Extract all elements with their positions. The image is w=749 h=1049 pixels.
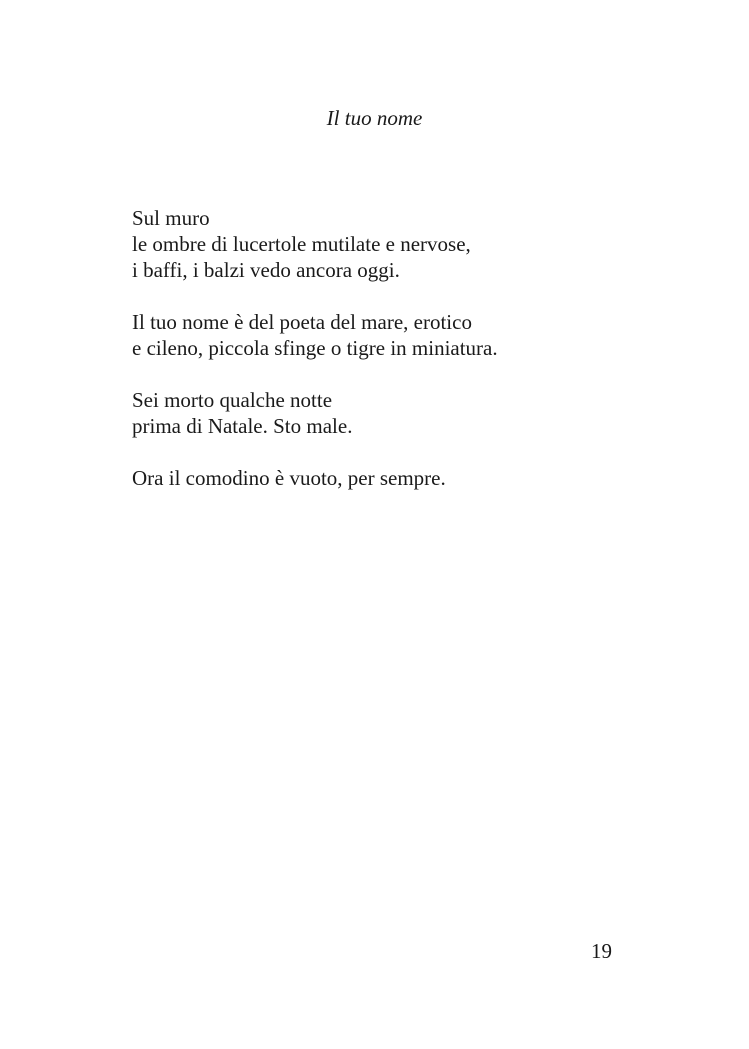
poem-line: prima di Natale. Sto male. xyxy=(132,414,353,438)
poem-line: i baffi, i balzi vedo ancora oggi. xyxy=(132,258,400,282)
stanza-1 xyxy=(132,205,652,283)
poem-line: Ora il comodino è vuoto, per sempre. xyxy=(132,466,446,490)
poem-body xyxy=(132,205,652,517)
poem-line: Sei morto qualche notte xyxy=(132,388,333,412)
stanza-3 xyxy=(132,387,652,439)
poem-line: Il tuo nome è del poeta del mare, erotico xyxy=(132,310,472,334)
stanza-2 xyxy=(132,309,652,361)
poem-title: Il tuo nome xyxy=(326,106,423,130)
poem-line: Sul muro xyxy=(132,206,210,230)
stanza-4 xyxy=(132,465,652,491)
poem-line: le ombre di lucertole mutilate e nervose, xyxy=(132,232,471,256)
page-number: 19 xyxy=(591,939,612,963)
poem-line: e cileno, piccola sfinge o tigre in miniatura. xyxy=(132,336,498,360)
